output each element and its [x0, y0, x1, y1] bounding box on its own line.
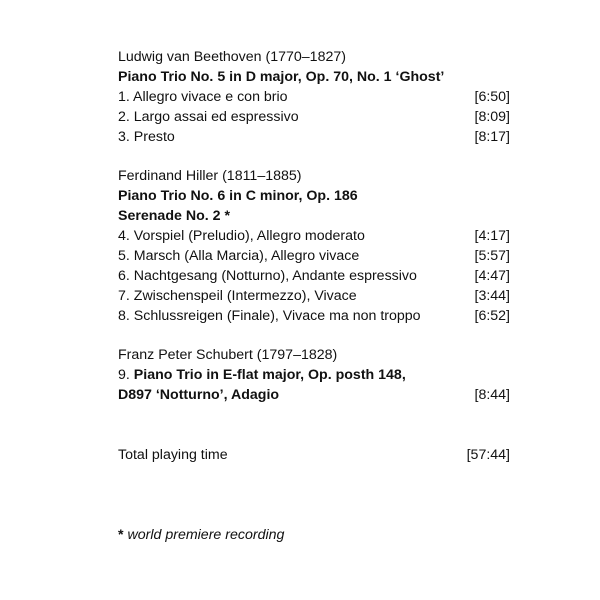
track-title: 2. Largo assai ed espressivo	[118, 109, 299, 125]
track-title: 3. Presto	[118, 129, 175, 145]
track-duration: [3:44]	[474, 288, 510, 304]
footnote-star: *	[118, 527, 124, 543]
track-duration: [8:44]	[474, 387, 510, 403]
work-title: Piano Trio No. 6 in C minor, Op. 186	[118, 188, 358, 204]
track-title: 6. Nachtgesang (Notturno), Andante espressivo	[118, 268, 417, 284]
track-title-continued: D897 ‘Notturno’, Adagio	[118, 387, 280, 403]
track-title: Piano Trio in E-flat major, Op. posth 148,	[133, 367, 406, 383]
track-title: 5. Marsch (Alla Marcia), Allegro vivace	[118, 248, 360, 264]
composer-name: Franz Peter Schubert (1797–1828)	[118, 347, 338, 363]
section-schubert	[118, 345, 510, 405]
track-duration: [6:50]	[474, 89, 510, 105]
total-label: Total playing time	[118, 447, 228, 463]
section-hiller	[118, 166, 510, 326]
work-title: Piano Trio No. 5 in D major, Op. 70, No. 1 ‘Ghost’	[118, 69, 445, 85]
track-row	[118, 266, 510, 286]
track-title: 7. Zwischenspeil (Intermezzo), Vivace	[118, 288, 357, 304]
section-beethoven	[118, 47, 510, 147]
track-duration: [4:17]	[474, 228, 510, 244]
track-number: 9.	[118, 367, 130, 383]
footnote-text: world premiere recording	[127, 527, 285, 543]
track-duration: [8:17]	[474, 129, 510, 145]
track-row-line2	[118, 385, 510, 405]
track-title: 8. Schlussreigen (Finale), Vivace ma non troppo	[118, 308, 421, 324]
track-duration: [5:57]	[474, 248, 510, 264]
total-duration: [57:44]	[466, 447, 510, 463]
work-subtitle: Serenade No. 2 *	[118, 208, 230, 224]
track-row	[118, 87, 510, 107]
footnote	[118, 525, 510, 545]
track-duration: [8:09]	[474, 109, 510, 125]
track-duration: [4:47]	[474, 268, 510, 284]
total-row	[118, 445, 510, 465]
composer-name: Ferdinand Hiller (1811–1885)	[118, 168, 302, 184]
composer-name: Ludwig van Beethoven (1770–1827)	[118, 49, 346, 65]
track-row	[118, 286, 510, 306]
track-title: 1. Allegro vivace e con brio	[118, 89, 288, 105]
track-row	[118, 306, 510, 326]
footnote-line	[118, 525, 510, 545]
total-section	[118, 445, 510, 465]
track-row	[118, 226, 510, 246]
track-duration: [6:52]	[474, 308, 510, 324]
track-title: 4. Vorspiel (Preludio), Allegro moderato	[118, 228, 365, 244]
track-row	[118, 246, 510, 266]
track-row	[118, 107, 510, 127]
track-row	[118, 127, 510, 147]
track-row-line1	[118, 365, 510, 385]
